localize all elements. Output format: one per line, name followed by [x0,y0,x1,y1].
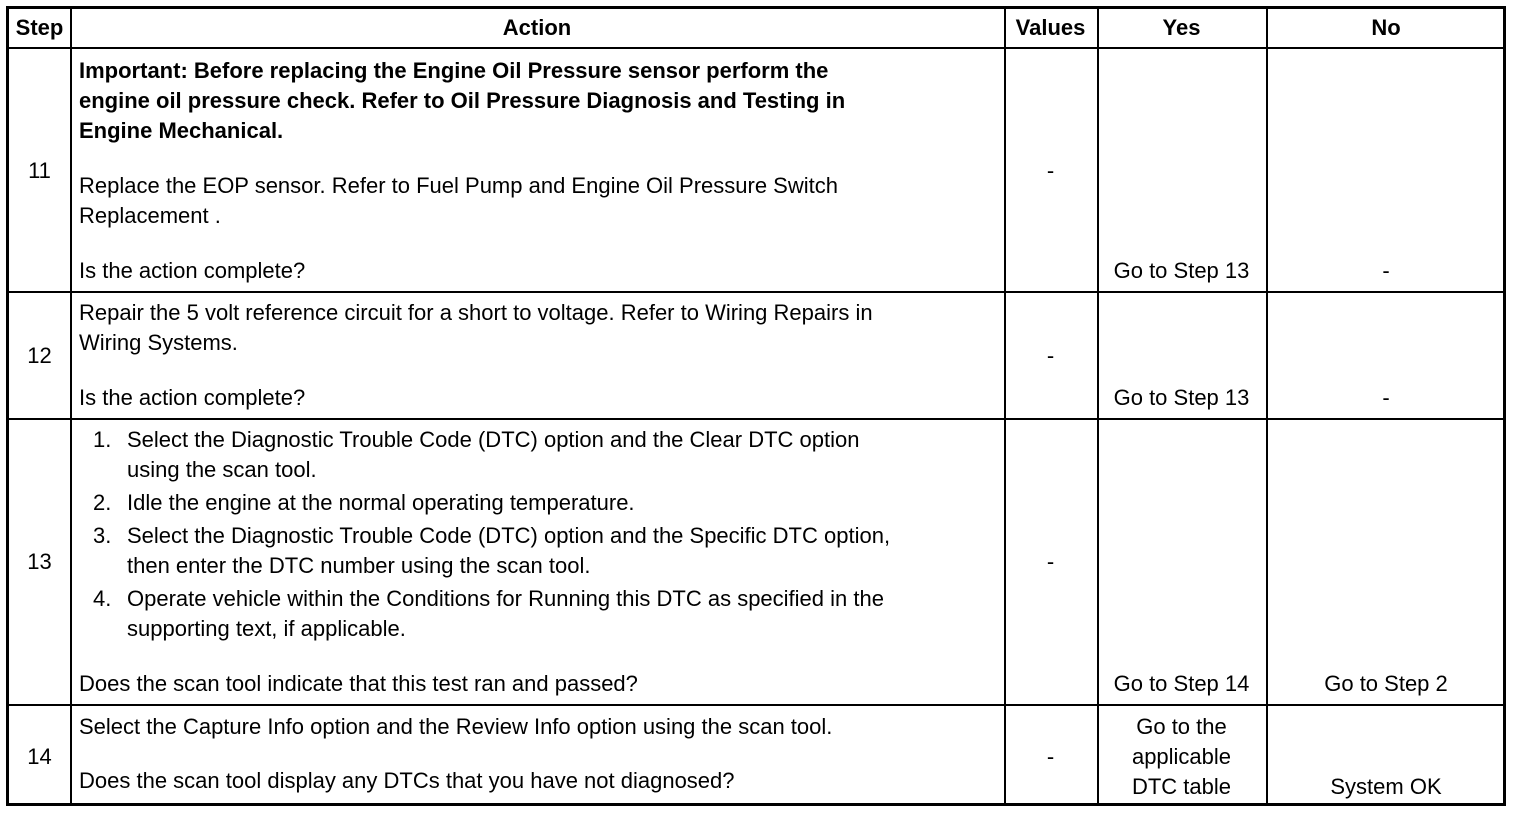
values-cell: - [1046,158,1055,183]
list-number: 3. [93,523,112,548]
yes-cell: Go to the [1136,714,1227,739]
row-divider [9,704,1503,706]
row-divider [9,418,1503,420]
values-cell: - [1046,744,1055,769]
list-item: then enter the DTC number using the scan tool. [127,553,591,578]
values-cell: - [1046,343,1055,368]
step-number: 12 [27,343,52,368]
step-number: 13 [27,549,52,574]
no-cell: - [1382,385,1390,410]
action-text: Select the Capture Info option and the Review Info option using the scan tool. [79,714,833,739]
action-question: Does the scan tool indicate that this test ran and passed? [79,671,638,696]
important-note: engine oil pressure check. Refer to Oil Pressure Diagnosis and Testing in [79,88,846,113]
yes-cell: Go to Step 13 [1113,385,1250,410]
header-step: Step [15,15,64,40]
yes-cell: applicable [1131,744,1232,769]
important-note: Important: Before replacing the Engine Oil Pressure sensor perform the [79,58,829,83]
action-text: Repair the 5 volt reference circuit for a short to voltage. Refer to Wiring Repairs in [79,300,873,325]
action-text: Replace the EOP sensor. Refer to Fuel Pump and Engine Oil Pressure Switch [79,173,838,198]
yes-cell: Go to Step 14 [1113,671,1250,696]
list-item: using the scan tool. [127,457,317,482]
header-yes: Yes [1162,15,1201,40]
header-no: No [1371,15,1401,40]
list-number: 2. [93,490,112,515]
list-item: Select the Diagnostic Trouble Code (DTC) option and the Clear DTC option [127,427,860,452]
values-cell: - [1046,549,1055,574]
no-cell: Go to Step 2 [1324,671,1448,696]
list-number: 4. [93,586,112,611]
action-text: Wiring Systems. [79,330,238,355]
list-item: supporting text, if applicable. [127,616,406,641]
step-number: 11 [28,158,51,183]
row-divider [9,47,1503,49]
important-note: Engine Mechanical. [79,118,284,143]
no-cell: - [1382,258,1390,283]
action-question: Is the action complete? [79,258,306,283]
list-number: 1. [93,427,112,452]
column-divider [70,9,72,803]
yes-cell: DTC table [1131,774,1232,799]
action-question: Does the scan tool display any DTCs that you have not diagnosed? [79,768,735,793]
diagnostic-table [6,6,1506,806]
yes-cell: Go to Step 13 [1113,258,1250,283]
no-cell: System OK [1330,774,1442,799]
list-item: Idle the engine at the normal operating temperature. [127,490,635,515]
column-divider [1004,9,1006,803]
action-text: Replacement . [79,203,221,228]
header-action: Action [502,15,572,40]
action-question: Is the action complete? [79,385,306,410]
row-divider [9,291,1503,293]
list-item: Operate vehicle within the Conditions for Running this DTC as specified in the [127,586,884,611]
step-number: 14 [27,744,52,769]
header-values: Values [1015,15,1086,40]
list-item: Select the Diagnostic Trouble Code (DTC) option and the Specific DTC option, [127,523,891,548]
